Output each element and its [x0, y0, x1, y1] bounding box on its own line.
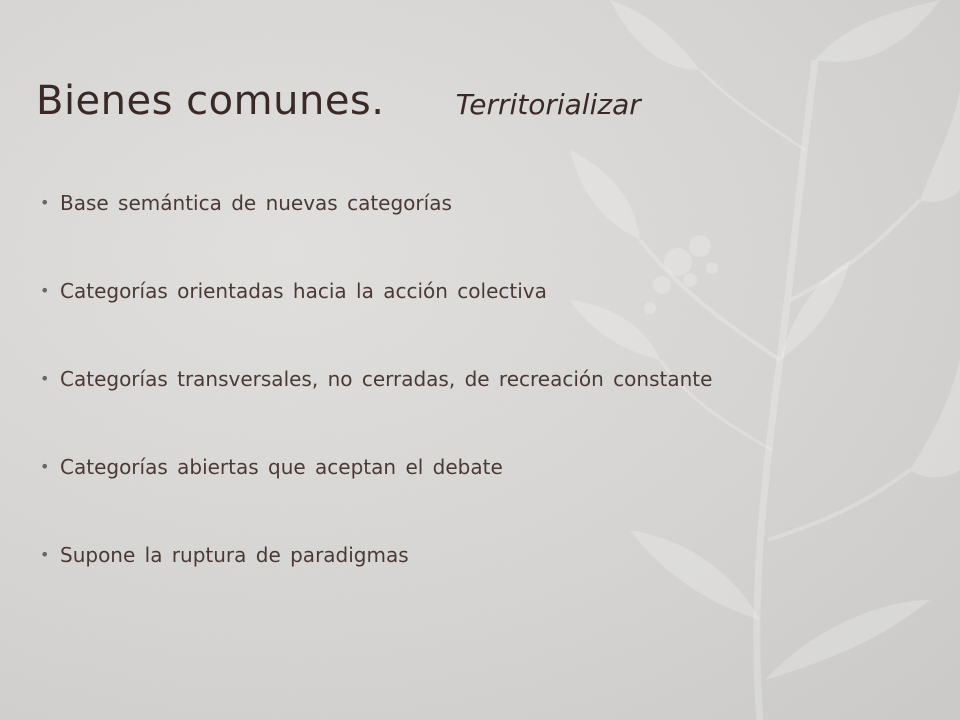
bullet-icon: •	[40, 369, 50, 388]
title-row	[36, 78, 641, 124]
bullet-item	[40, 538, 712, 626]
bullet-icon: •	[40, 545, 50, 564]
bullet-item	[40, 450, 712, 538]
bullet-text: Supone la ruptura de paradigmas	[60, 543, 409, 567]
bullet-icon: •	[40, 193, 50, 212]
bullet-item	[40, 274, 712, 362]
bullet-text: Categorías transversales, no cerradas, de recreación constante	[60, 367, 713, 391]
bullet-icon: •	[40, 281, 50, 300]
bullet-icon: •	[40, 457, 50, 476]
slide-subtitle: Territorializar	[455, 88, 641, 121]
bullet-list	[40, 186, 712, 626]
bullet-text: Categorías abiertas que aceptan el debate	[60, 455, 503, 479]
bullet-item	[40, 362, 712, 450]
slide-title: Bienes comunes.	[36, 78, 385, 124]
bullet-text: Base semántica de nuevas categorías	[60, 191, 452, 215]
bullet-text: Categorías orientadas hacia la acción colectiva	[60, 279, 547, 303]
bullet-item	[40, 186, 712, 274]
